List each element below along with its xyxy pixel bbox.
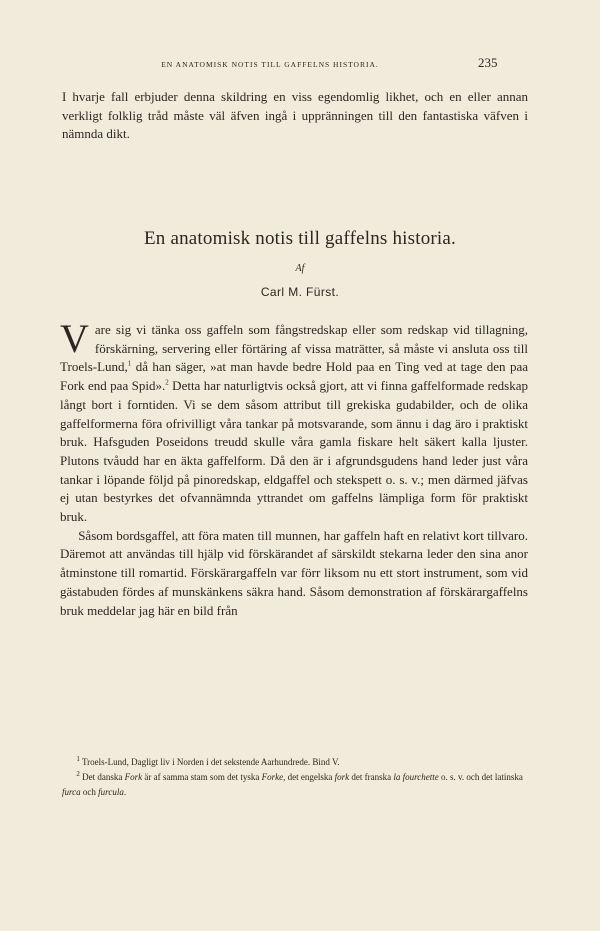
footnote-term: furcula [98,787,124,797]
footnote-term: furca [62,787,81,797]
footnote-text: Troels-Lund, Dagligt liv i Norden i det sekstende Aarhundrede. Bind V. [81,757,340,767]
footnotes [62,755,528,800]
footnote-text: det franska [349,772,394,782]
footnote-text: , det engelska [283,772,335,782]
footnote-term: la fourchette [393,772,439,782]
footnote-1 [62,755,528,770]
continuation-text: I hvarje fall erbjuder denna skildring en viss egendomlig likhet, och en eller annan verkligt folklig tråd måste väl äfven ingå i uppränningen till den fantastiska väfven i nämnda dikt. [62,89,528,141]
drop-cap: V [60,316,89,361]
footnote-term: fork [334,772,350,782]
continuation-paragraph [62,88,528,144]
footnote-text: o. s. v. och det latinska [438,772,523,782]
footnote-text: . [123,787,127,797]
body-text-segment: då han säger, »at man havde bedre Hold paa en Ting ved at tage den paa Fork end paa Spid». [60,359,528,394]
footnote-number: 2 [76,770,80,778]
page-number: 235 [478,55,498,70]
body-paragraph-1 [60,316,529,527]
footnote-2 [62,770,528,800]
footnote-marker: 1 [127,360,132,369]
body-text-segment: are sig vi tänka oss gaffeln som fångstredskap eller som redskap vid tillagning, förskärning, servering eller förtäring af vissa maträtter, så måste vi ansluta oss till Troels-Lund, [60,322,528,375]
byline-preposition: Af [295,263,305,274]
footnote-number: 1 [76,755,80,763]
author-name: Carl M. Fürst. [260,285,340,299]
running-head: EN ANATOMISK NOTIS TILL GAFFELNS HISTORIA. [161,60,379,69]
footnote-text: är af samma stam som det tyska [142,772,262,782]
footnote-term: Fork [124,772,143,782]
article-body [60,316,529,620]
article-title: En anatomisk notis till gaffelns historia. [143,228,456,249]
footnote-term: Forke [261,772,284,782]
footnote-text: och [80,787,99,797]
footnote-text: Det danska [82,772,125,782]
body-paragraph-2: Såsom bordsgaffel, att föra maten till munnen, har gaffeln haft en relativt kort tillvaro. Däremot att användas till hjälp vid förskärandet af särskildt stekarna leder den sina anor åtminstone till romartid. Förskärargaffeln var förr liksom nu ett stort instrument, som vid gästabuden fördes af munskänkens säkra hand. Såsom demonstration af förskärargaffelns bruk meddelar jag här en bild från [60,527,528,618]
body-text-segment: Detta har naturligtvis också gjort, att vi finna gaffelformade redskap långt bort i forntiden. Vi se dem såsom attribut till grekiska gudabilder, och de olika gaffelformerna föra ofrivilligt våra tankar på motsvarande, som ännu i dag äro i praktiskt bruk. Hafsguden Poseidons treudd skulle våra gamla fiskare helt säkert kalla ljuster. Plutons tvåudd har en äkta gaffelform. Då den är i afgrundsgudens hand leder just våra tankar i löpande följd på pinoredskap, eldgaffel och stekspett o. s. v.; men därmed jäfvas ej utan bestyrkes det ofvannämnda yttrandet om gaffelns lämpliga form för praktiskt bruk. [60,378,529,525]
footnote-marker: 2 [165,378,169,387]
